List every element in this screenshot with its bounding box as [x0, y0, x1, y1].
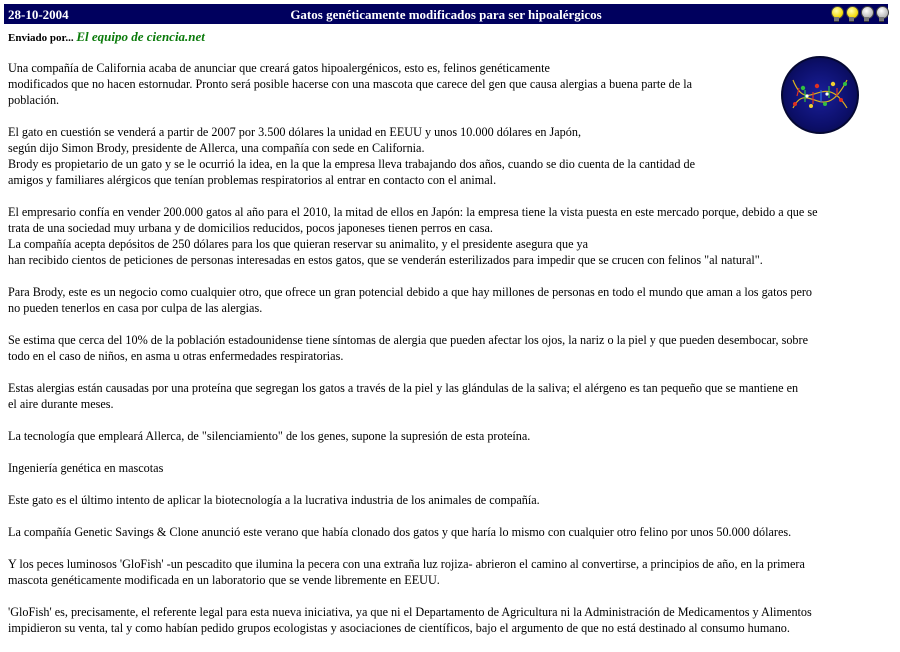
article-paragraph — [8, 524, 886, 540]
article-title: Gatos genéticamente modificados para ser hipoalérgicos — [290, 7, 602, 22]
article-line: mascota genéticamente modificada en un laboratorio que se vende libremente en EEUU. — [8, 573, 440, 587]
article-line: todo en el caso de niños, en asma u otras enfermedades respiratorias. — [8, 349, 344, 363]
article-line: modificados que no hacen estornudar. Pronto será posible hacerse con una mascota que carece del gen que causa alergias a buena parte de la — [8, 77, 693, 91]
article-line: 'GloFish' es, precisamente, el referente legal para esta nueva iniciativa, ya que ni el Departamento de Agricultura ni la Administración de Medicamentos y Alimentos — [8, 605, 812, 619]
article-line: La compañía Genetic Savings & Clone anunció este verano que había clonado dos gatos y que haría lo mismo con cualquier otro felino por unos 50.000 dólares. — [8, 525, 792, 539]
article-paragraph — [8, 604, 886, 636]
article-line: Para Brody, este es un negocio como cualquier otro, que ofrece un gran potencial debido a que hay millones de personas en todo el mundo que aman a los gatos pero — [8, 285, 813, 299]
article-paragraph — [8, 380, 886, 412]
author-link[interactable]: El equipo de ciencia.net — [76, 29, 205, 44]
article-paragraph — [8, 124, 886, 188]
article-line: el aire durante meses. — [8, 397, 114, 411]
article-paragraph — [8, 460, 886, 476]
article-line: Una compañía de California acaba de anunciar que creará gatos hipoalergénicos, esto es, felinos genéticamente — [8, 61, 550, 75]
article-line: Brody es propietario de un gato y se le ocurrió la idea, en la que la empresa lleva trabajando dos años, cuando se dio cuenta de la cantidad de — [8, 157, 695, 171]
lightbulb-off-icon — [860, 5, 873, 23]
article-line: impidieron su venta, tal y como habían pedido grupos ecologistas y asociaciones de científicos, bajo el argumento de que no está destinado al consumo humano. — [8, 621, 790, 635]
article-line: Estas alergias están causadas por una proteína que segregan los gatos a través de la piel y las glándulas de la saliva; el alérgeno es tan pequeño que se mantiene en — [8, 381, 799, 395]
article-line: Y los peces luminosos 'GloFish' -un pescadito que ilumina la pecera con una extraña luz rojiza- abrieron el camino al convertirse, a principios de año, en la primera — [8, 557, 805, 571]
lightbulb-off-icon — [875, 5, 888, 23]
article-line: han recibido cientos de peticiones de personas interesadas en estos gatos, que se venderán esterilizados para impedir que se crucen con felinos "al natural". — [8, 253, 763, 267]
article-paragraph — [8, 556, 886, 588]
article-paragraph — [8, 284, 886, 316]
article-paragraph — [8, 428, 886, 444]
rating-bulbs — [830, 5, 888, 23]
article-line: Este gato es el último intento de aplicar la biotecnología a la lucrativa industria de los animales de compañía. — [8, 493, 540, 507]
article-body — [8, 60, 886, 652]
article-line: El empresario confía en vender 200.000 gatos al año para el 2010, la mitad de ellos en Japón: la empresa tiene la vista puesta en este mercado porque, debido a que se — [8, 205, 818, 219]
byline — [8, 29, 205, 45]
article-line: Se estima que cerca del 10% de la población estadounidense tiene síntomas de alergia que pueden afectar los ojos, la nariz o la piel y que pueden desembocar, sobre — [8, 333, 808, 347]
article-line: según dijo Simon Brody, presidente de Allerca, una compañía con sede en California. — [8, 141, 425, 155]
article-paragraph — [8, 60, 886, 108]
article-line: trata de una sociedad muy urbana y de domicilios reducidos, pocos japoneses tienen perros en casa. — [8, 221, 493, 235]
article-line: Ingeniería genética en mascotas — [8, 461, 164, 475]
article-line: El gato en cuestión se venderá a partir de 2007 por 3.500 dólares la unidad en EEUU y unos 10.000 dólares en Japón, — [8, 125, 581, 139]
article-paragraph — [8, 332, 886, 364]
title-bar — [4, 4, 888, 24]
article-line: La tecnología que empleará Allerca, de "silenciamiento" de los genes, supone la supresión de esta proteína. — [8, 429, 531, 443]
lightbulb-on-icon — [845, 5, 858, 23]
article-line: La compañía acepta depósitos de 250 dólares para los que quieran reservar su animalito, y el presidente asegura que ya — [8, 237, 589, 251]
article-date: 28-10-2004 — [8, 7, 69, 22]
article-line: amigos y familiares alérgicos que tenían problemas respiratorios al entrar en contacto con el animal. — [8, 173, 497, 187]
article-line: no pueden tenerlos en casa por culpa de las alergias. — [8, 301, 263, 315]
article-paragraph — [8, 204, 886, 268]
article-line: población. — [8, 93, 60, 107]
article-paragraph — [8, 492, 886, 508]
byline-label: Enviado por... — [8, 32, 74, 44]
lightbulb-on-icon — [830, 5, 843, 23]
